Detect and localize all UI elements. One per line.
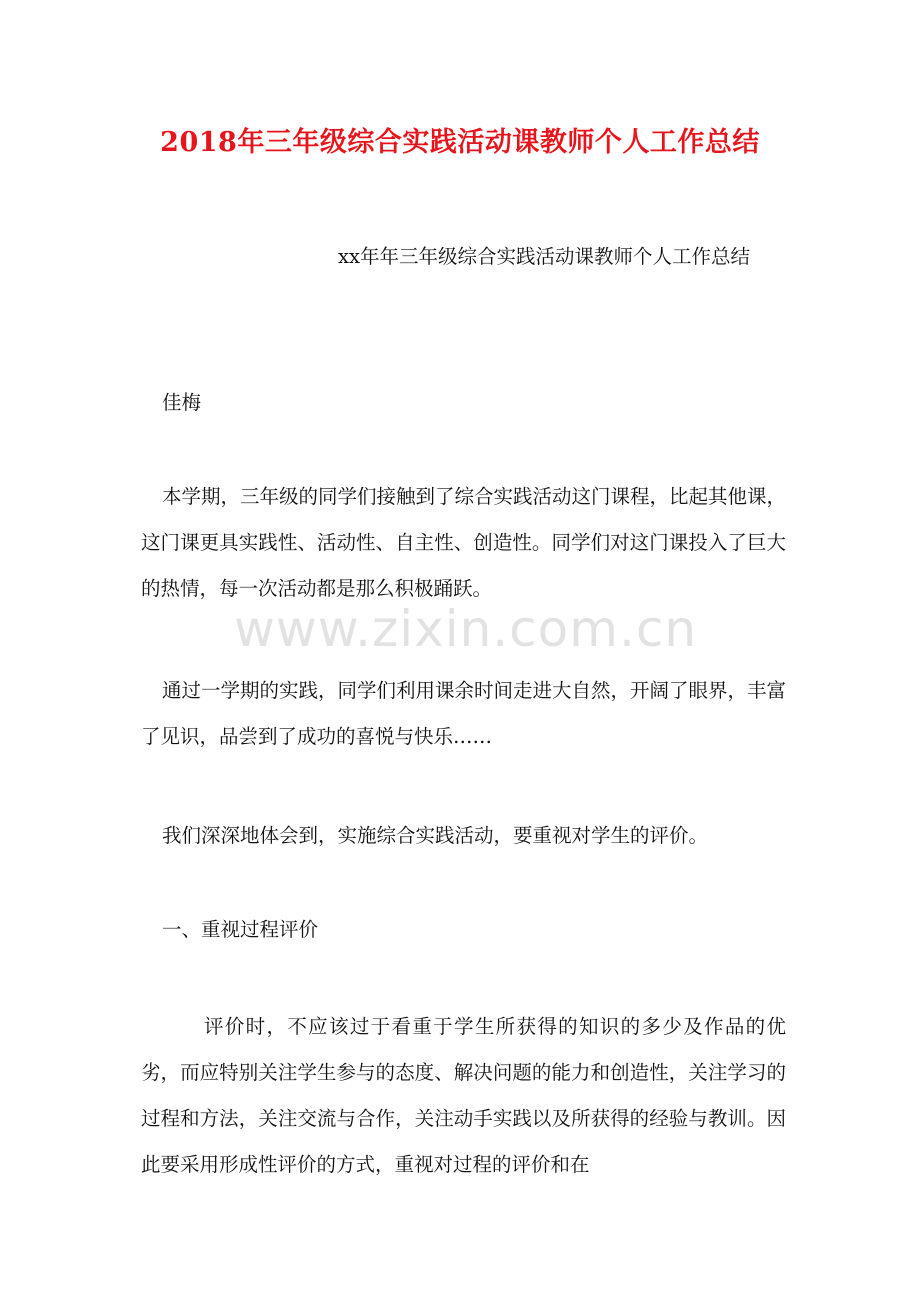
paragraph-intro: 本学期，三年级的同学们接触到了综合实践活动这门课程，比起其他课，这门课更具实践性、活动性、自主性、创造性。同学们对这门课投入了巨大的热情，每一次活动都是那么积极踊跃。: [141, 485, 787, 600]
paragraph-practice: 通过一学期的实践，同学们利用课余时间走进大自然，开阔了眼界，丰富了见识，品尝到了成功的喜悦与快乐……: [141, 679, 787, 748]
document-subtitle: xx年年三年级综合实践活动课教师个人工作总结: [338, 245, 750, 268]
author-name: 佳梅: [162, 391, 202, 414]
paragraph-process-evaluation: 评价时，不应该过于看重于学生所获得的知识的多少及作品的优劣，而应特别关注学生参与的态度、解决问题的能力和创造性，关注学习的过程和方法，关注交流与合作，关注动手实践以及所获得的经验与教训。因此要采用形成性评价的方式，重视对过程的评价和在: [141, 1015, 786, 1176]
section-heading-process-evaluation: 一、重视过程评价: [162, 918, 319, 941]
watermark: www.zixin.com.cn: [234, 600, 698, 658]
document-title: 2018年三年级综合实践活动课教师个人工作总结: [160, 127, 760, 158]
paragraph-evaluation: 我们深深地体会到，实施综合实践活动，要重视对学生的评价。: [162, 824, 709, 847]
